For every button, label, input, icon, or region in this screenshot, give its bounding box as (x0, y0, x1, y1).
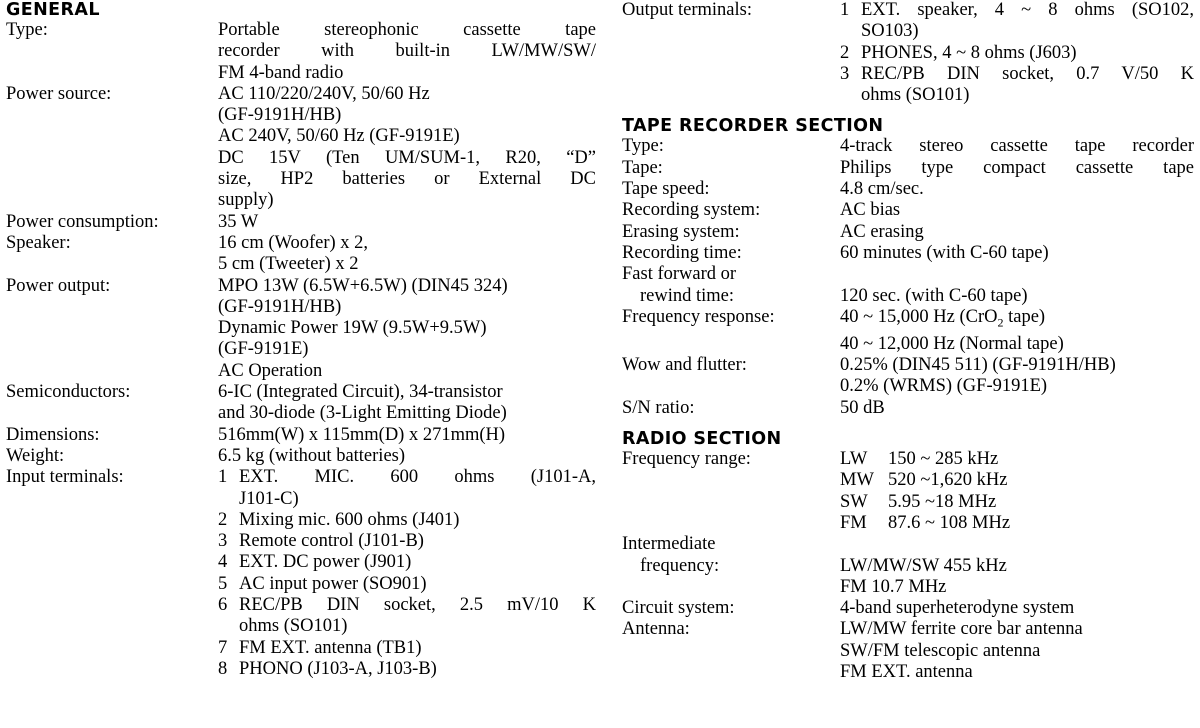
left-column (6, 0, 596, 680)
list-item: LW 150 ~ 285 kHz (840, 449, 999, 470)
section-title-tape: TAPE RECORDER SECTION (622, 116, 884, 137)
list-item: 7 FM EXT. antenna (TB1) (218, 637, 422, 658)
list-item: 1 EXT. speaker, 4 ~ 8 ohms (SO102, SO103) (840, 0, 1194, 42)
spec-circuit-system: Circuit system: 4-band superheterodyne system (622, 598, 1075, 619)
right-column (622, 0, 1194, 683)
spec-tape: Tape: Philips type compact cassette tape (622, 157, 1194, 178)
list-item: 2 Mixing mic. 600 ohms (J401) (218, 509, 460, 530)
list-item: 1 EXT. MIC. 600 ohms (J101-A, J101-C) (218, 467, 596, 509)
list-item: FM 87.6 ~ 108 MHz (840, 512, 1011, 533)
list-item: MW 520 ~1,620 kHz (840, 470, 1008, 491)
spec-tape-type: Type: 4-track stereo cassette tape recorder (622, 136, 1194, 157)
spec-input-terminals: Input terminals: 1 EXT. MIC. 600 ohms (J101-A, J101-C) 2 Mixing mic. 600 ohms (J401) 3 Remote control (J101-B) 4 EXT. DC power (J901) 5 AC input power (SO901) 6 REC/PB DIN socket, 2.5 mV/10 K ohms (SO101) 7 FM EXT. antenna (TB1) 8 PHONO (J103-A, J103-B) (6, 467, 596, 679)
spec-recording-system: Recording system: AC bias (622, 200, 901, 221)
spec-power-output: Power output: MPO 13W (6.5W+6.5W) (DIN45 324) (GF-9191H/HB) Dynamic Power 19W (9.5W+9.5W) (GF-9191E) AC Operation (6, 275, 508, 381)
spec-wow-flutter: Wow and flutter: 0.25% (DIN45 511) (GF-9191H/HB) 0.2% (WRMS) (GF-9191E) (622, 355, 1116, 397)
spec-intermediate-frequency: Intermediate frequency: LW/MW/SW 455 kHz FM 10.7 MHz (622, 534, 1007, 597)
spec-fast-forward: Fast forward or rewind time: 120 sec. (with C-60 tape) (622, 264, 1028, 306)
spec-speaker: Speaker: 16 cm (Woofer) x 2, 5 cm (Tweeter) x 2 (6, 232, 369, 275)
spec-output-terminals: Output terminals: 1 EXT. speaker, 4 ~ 8 ohms (SO102, SO103) 2 PHONES, 4 ~ 8 ohms (J603) 3 REC/PB DIN socket, 0.7 V/50 K ohms (SO101) (622, 0, 1194, 106)
spec-sn-ratio: S/N ratio: 50 dB (622, 397, 885, 418)
spec-power-consumption: Power consumption: 35 W (6, 211, 259, 232)
list-item: 2 PHONES, 4 ~ 8 ohms (J603) (840, 42, 1077, 63)
spec-frequency-response: Frequency response: 40 ~ 15,000 Hz (CrO$_2$ tape) 40 ~ 12,000 Hz (Normal tape) (622, 306, 1064, 354)
spec-semiconductors: Semiconductors: 6-IC (Integrated Circuit), 34-transistor and 30-diode (3-Light Emitting Diode) (6, 382, 507, 424)
section-title-general: GENERAL (6, 0, 100, 20)
list-item: 4 EXT. DC power (J901) (218, 552, 412, 573)
list-item: 3 REC/PB DIN socket, 0.7 V/50 K ohms (SO101) (840, 63, 1194, 106)
list-item: 8 PHONO (J103-A, J103-B) (218, 658, 437, 679)
spec-weight: Weight: 6.5 kg (without batteries) (6, 445, 406, 466)
spec-type: Type: Portable stereophonic cassette tape recorder with built-in LW/MW/SW/ FM 4-band radio (6, 20, 596, 83)
spec-erasing-system: Erasing system: AC erasing (622, 221, 924, 242)
spec-dimensions: Dimensions: 516mm(W) x 115mm(D) x 271mm(H) (6, 424, 506, 445)
spec-frequency-range: Frequency range: LW 150 ~ 285 kHz MW 520 ~1,620 kHz SW 5.95 ~18 MHz FM 87.6 ~ 108 MHz (622, 449, 1194, 534)
section-title-radio: RADIO SECTION (622, 429, 782, 450)
spec-antenna: Antenna: LW/MW ferrite core bar antenna SW/FM telescopic antenna FM EXT. antenna (622, 619, 1083, 682)
list-item: 6 REC/PB DIN socket, 2.5 mV/10 K ohms (SO101) (218, 595, 596, 637)
list-item: 3 Remote control (J101-B) (218, 531, 424, 552)
list-item: 5 AC input power (SO901) (218, 573, 427, 594)
spec-tape-speed: Tape speed: 4.8 cm/sec. (622, 179, 924, 200)
spec-recording-time: Recording time: 60 minutes (with C-60 tape) (622, 242, 1049, 263)
spec-power-source: Power source: AC 110/220/240V, 50/60 Hz (GF-9191H/HB) AC 240V, 50/60 Hz (GF-9191E) DC 15V (Ten UM/SUM-1, R20, “D” size, HP2 batteries or External DC supply) (6, 83, 596, 211)
list-item: SW 5.95 ~18 MHz (840, 491, 997, 512)
